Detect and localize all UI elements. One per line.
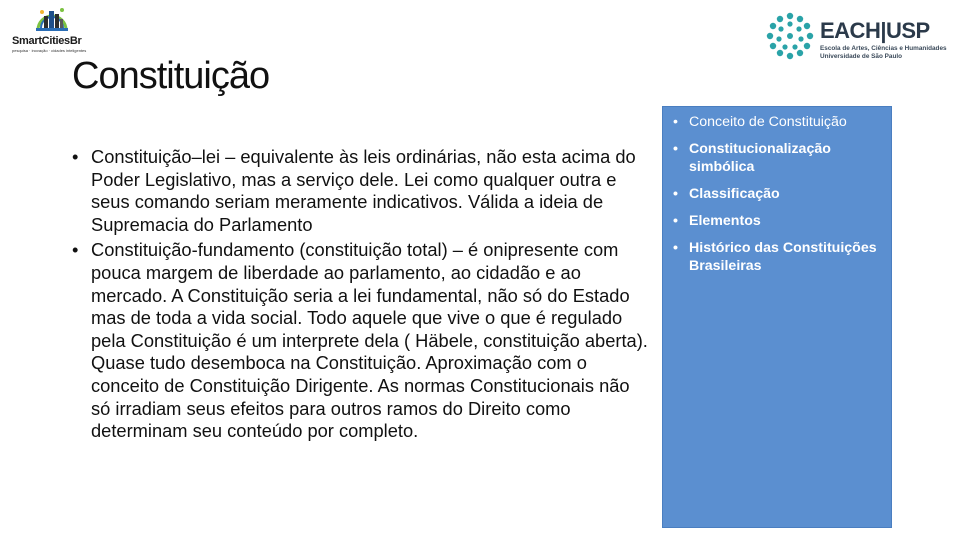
topic-text: Conceito de Constituição [689, 114, 847, 130]
topic-text: Elementos [689, 213, 761, 229]
bullet-marker: • [673, 213, 678, 229]
main-bullet-item [72, 239, 652, 442]
each-subtitle-line-2: Universidade de São Paulo [820, 52, 903, 60]
each-usp-logo [762, 8, 952, 64]
topic-item [673, 212, 891, 230]
topic-text: Classificação [689, 186, 780, 202]
topic-item [673, 113, 891, 131]
bullet-marker: • [673, 141, 678, 157]
bullet-marker: • [72, 239, 79, 261]
bullet-marker: • [673, 114, 678, 130]
main-bullet-item [72, 146, 652, 236]
each-flower-logo-icon [764, 10, 816, 62]
each-usp-subtitle [820, 45, 947, 60]
smartcities-tagline: pesquisa · inovação · cidades inteligentes [12, 48, 87, 53]
smartcities-brand-text: SmartCitiesBr [12, 35, 82, 47]
topic-item [673, 239, 891, 275]
smartcities-logo [10, 4, 92, 54]
each-usp-name: EACH|USP [820, 18, 930, 43]
slide-title: Constituição [72, 55, 270, 97]
bullet-marker: • [72, 146, 79, 167]
topics-list [663, 107, 891, 275]
topic-text: Histórico das Constituições Brasileiras [689, 240, 877, 274]
topics-side-panel [662, 106, 892, 528]
smartcities-logo-icon [32, 4, 72, 34]
topic-item [673, 140, 891, 176]
main-bullet-text: Constituição-fundamento (constituição total) – é onipresente com pouca margem de liberdade ao parlamento, ao cidadão e ao mercado. A Constituição seria a lei fundamental, não só do Estado mas de toda a vida social. Todo aquele que vive o que é regulado pela Constituição é um interprete dela ( Häbele, constituição aberta). Quase tudo desemboca na Constituição. Aproximação com o conceito de Constituição Dirigente. As normas Constitucionais não só irradiam seus efeitos para outros ramos do Direito como determinam seu conteúdo por completo. [91, 239, 648, 442]
main-bullet-list [72, 146, 652, 446]
topic-item [673, 185, 891, 203]
main-bullet-text: Constituição–lei – equivalente às leis ordinárias, não esta acima do Poder Legislativo, mas a serviço dele. Lei como qualquer outra e seus comando seriam meramente indicativos. Válida a ideia de Supremacia do Parlamento [91, 146, 636, 235]
each-subtitle-line-1: Escola de Artes, Ciências e Humanidades [820, 45, 947, 52]
bullet-marker: • [673, 186, 678, 202]
bullet-marker: • [673, 240, 678, 256]
topic-text: Constitucionalização simbólica [689, 141, 831, 175]
